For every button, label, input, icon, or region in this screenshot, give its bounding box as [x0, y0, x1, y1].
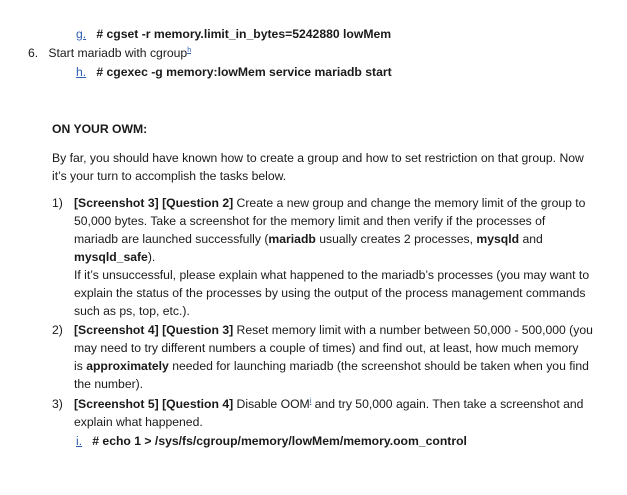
- task-1-line: If it’s unsuccessful, please explain what happened to the mariadb’s processes (you may want to: [74, 268, 590, 282]
- task-2-line: may need to try different numbers a couple of times) and find out, at least, how much memory: [74, 341, 579, 355]
- task-text: mariadb are launched successfully (: [74, 232, 269, 246]
- bold-term: mysqld_safe: [74, 250, 148, 264]
- task-1-line: [74, 195, 585, 211]
- bold-term: mariadb: [268, 232, 316, 246]
- task-text: Disable OOM: [233, 397, 310, 411]
- task-1-line: 50,000 bytes. Take a screenshot for the memory limit and then verify if the processes of: [74, 214, 546, 228]
- bold-term: approximately: [86, 359, 169, 373]
- intro-line: it’s your turn to accomplish the tasks below.: [52, 169, 287, 183]
- step-g: [76, 26, 391, 42]
- task-text: needed for launching mariadb (the screenshot should be taken when you find: [168, 359, 589, 373]
- bold-term: mysqld: [476, 232, 520, 246]
- task-3-line: explain what happened.: [74, 415, 203, 429]
- footnote-ref[interactable]: i: [309, 397, 312, 405]
- footnote-ref[interactable]: h: [187, 46, 192, 54]
- task-3-number: 3): [52, 397, 63, 411]
- question-tag: [Question 3]: [162, 323, 234, 337]
- task-text: Create a new group and change the memory limit of the group to: [233, 196, 586, 210]
- screenshot-tag: [Screenshot 5]: [74, 397, 159, 411]
- task-text: ).: [147, 250, 156, 264]
- task-text: usually creates 2 processes,: [315, 232, 477, 246]
- task-2-number: 2): [52, 323, 63, 337]
- task-2-line: [74, 358, 589, 374]
- task-text: is: [74, 359, 87, 373]
- task-text: and: [519, 232, 543, 246]
- question-tag: [Question 2]: [162, 196, 234, 210]
- list-item-6: [28, 45, 191, 61]
- task-1-line: [74, 249, 155, 265]
- step-i: [76, 433, 467, 449]
- step-h: [76, 64, 392, 80]
- screenshot-tag: [Screenshot 4]: [74, 323, 159, 337]
- step-marker-link[interactable]: g.: [76, 27, 87, 41]
- section-heading: ON YOUR OWM:: [52, 122, 148, 136]
- step-marker-link[interactable]: h.: [76, 65, 87, 79]
- task-text: and try 50,000 again. Then take a screenshot and: [311, 397, 584, 411]
- command-text: # cgset -r memory.limit_in_bytes=5242880 lowMem: [96, 27, 392, 41]
- question-tag: [Question 4]: [162, 397, 234, 411]
- intro-line: By far, you should have known how to create a group and how to set restriction on that group. Now: [52, 151, 584, 165]
- step-marker-link[interactable]: i.: [76, 434, 83, 448]
- task-3-line: [74, 396, 583, 412]
- task-1-line: [74, 231, 543, 247]
- task-2-line: [74, 322, 593, 338]
- list-number: 6.: [28, 46, 39, 60]
- task-1-line: explain the status of the processes by using the output of the process management commands: [74, 286, 586, 300]
- task-text: Reset memory limit with a number between 50,000 - 500,000 (you: [233, 323, 593, 337]
- command-text: # echo 1 > /sys/fs/cgroup/memory/lowMem/memory.oom_control: [92, 434, 467, 448]
- task-2-line: the number).: [74, 377, 144, 391]
- screenshot-tag: [Screenshot 3]: [74, 196, 159, 210]
- list-item-text: Start mariadb with cgroup: [48, 46, 188, 60]
- task-1-number: 1): [52, 196, 63, 210]
- task-1-line: such as ps, top, etc.).: [74, 304, 190, 318]
- command-text: # cgexec -g memory:lowMem service mariadb start: [96, 65, 392, 79]
